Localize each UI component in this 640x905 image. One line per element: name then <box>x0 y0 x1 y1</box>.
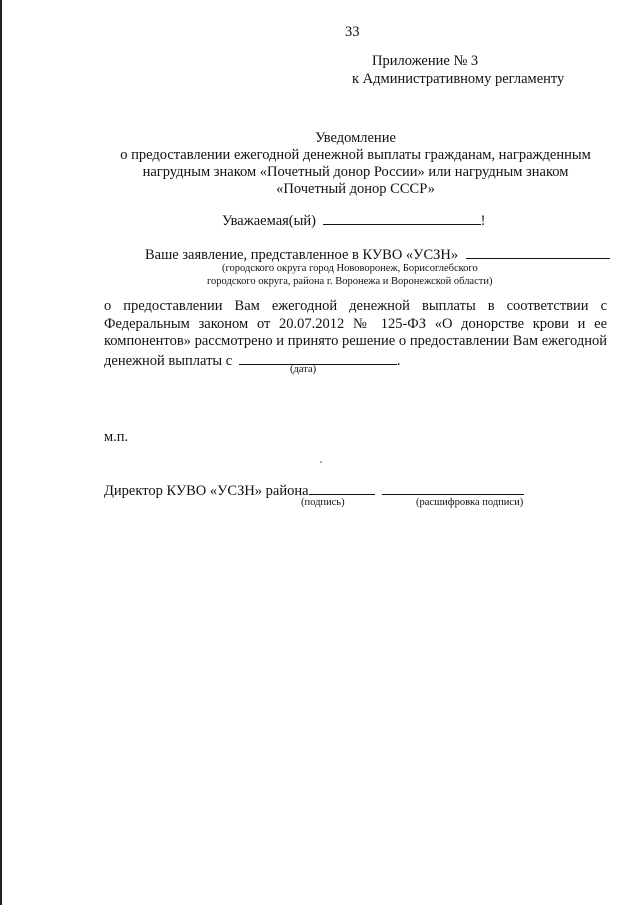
title-line-3: нагрудным знаком «Почетный донор России» или нагрудным знаком <box>142 164 569 180</box>
decision-paragraph <box>104 298 607 370</box>
title-line-4: «Почетный донор СССР» <box>276 181 435 197</box>
date-label: (дата) <box>290 364 317 375</box>
signature-label: (подпись) <box>301 497 345 508</box>
application-text: Ваше заявление, представленное в КУВО «УСЗН» <box>145 247 459 263</box>
department-note-2: городского округа, района г. Воронежа и Воронежской области) <box>207 276 493 287</box>
department-note-1: (городского округа город Нововоронеж, Борисоглебского <box>222 263 478 274</box>
department-field <box>466 245 610 259</box>
page-edge-shadow <box>0 0 2 905</box>
salutation <box>222 211 485 230</box>
page-speck <box>320 461 322 463</box>
page-number: 33 <box>345 24 360 40</box>
decode-label: (расшифровка подписи) <box>416 497 524 508</box>
decision-text: о предоставлении Вам ежегодной денежной выплаты в соответствии с Федеральным законом от 20.07.2012 № 125-ФЗ «О донорстве крови и ее компонентов» рассмотрено и принято решение о предоставлении Вам ежегодной денежной выплаты с <box>104 298 607 369</box>
date-field <box>239 351 397 365</box>
document-title: Уведомление <box>315 130 396 146</box>
recipient-name-field <box>323 211 481 225</box>
salutation-text: Уважаемая(ый) <box>222 213 316 229</box>
signature-decode-field <box>382 481 524 495</box>
decision-period: . <box>396 352 401 369</box>
title-line-2: о предоставлении ежегодной денежной выплаты гражданам, награжденным <box>120 147 591 163</box>
signature-field <box>309 481 375 495</box>
signature-text: Директор КУВО «УСЗН» района <box>104 483 309 499</box>
appendix-number: Приложение № 3 <box>372 53 479 69</box>
salutation-exclamation: ! <box>480 213 486 229</box>
stamp-label: м.п. <box>104 429 129 445</box>
appendix-reference: к Административному регламенту <box>352 71 565 87</box>
